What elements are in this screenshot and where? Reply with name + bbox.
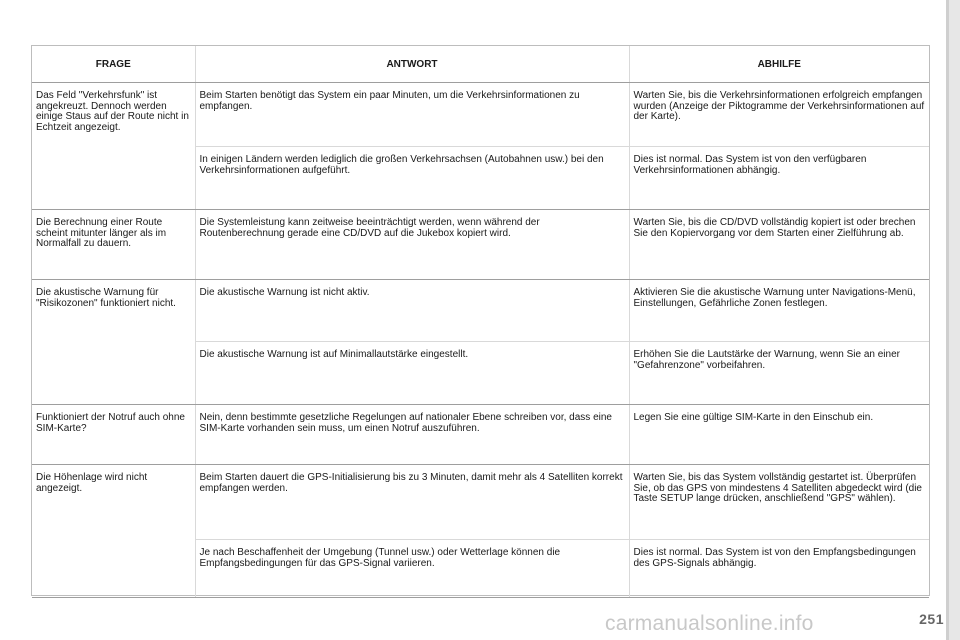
remedy-cell: Warten Sie, bis die CD/DVD vollständig kopiert ist oder brechen Sie den Kopiervorgang vor dem Starten einer Zielführung ab.: [629, 210, 929, 280]
remedy-cell: Dies ist normal. Das System ist von den Empfangsbedingungen des GPS-Signals abhängig.: [629, 540, 929, 598]
remedy-cell: Warten Sie, bis die Verkehrsinformationen erfolgreich empfangen wurden (Anzeige der Piktogramme der Verkehrsinformationen auf der Karte).: [629, 83, 929, 147]
header-antwort: ANTWORT: [195, 46, 629, 83]
answer-cell: Die akustische Warnung ist nicht aktiv.: [195, 280, 629, 342]
remedy-cell: Legen Sie eine gültige SIM-Karte in den Einschub ein.: [629, 405, 929, 465]
question-cell: Funktioniert der Notruf auch ohne SIM-Karte?: [32, 405, 195, 465]
table-row: [32, 210, 929, 280]
answer-cell: In einigen Ländern werden lediglich die großen Verkehrsachsen (Autobahnen usw.) bei den Verkehrsinformationen aufgeführt.: [195, 147, 629, 210]
page-edge-bar: [946, 0, 960, 640]
remedy-cell: Aktivieren Sie die akustische Warnung unter Navigations-Menü, Einstellungen, Gefährliche Zonen festlegen.: [629, 280, 929, 342]
remedy-cell: Erhöhen Sie die Lautstärke der Warnung, wenn Sie an einer "Gefahrenzone" vorbeifahren.: [629, 342, 929, 405]
answer-cell: Die akustische Warnung ist auf Minimallautstärke eingestellt.: [195, 342, 629, 405]
remedy-cell: Warten Sie, bis das System vollständig gestartet ist. Überprüfen Sie, ob das GPS von mindestens 4 Satelliten abgedeckt wird (die Taste SETUP lange drücken, anschließend "GPS" wählen).: [629, 465, 929, 540]
table-header-row: [32, 46, 929, 83]
remedy-cell: Dies ist normal. Das System ist von den verfügbaren Verkehrsinformationen abhängig.: [629, 147, 929, 210]
answer-cell: Die Systemleistung kann zeitweise beeinträchtigt werden, wenn während der Routenberechnung gerade eine CD/DVD auf die Jukebox kopiert wird.: [195, 210, 629, 280]
question-cell: Die Höhenlage wird nicht angezeigt.: [32, 465, 195, 598]
watermark: carmanualsonline.info: [605, 612, 814, 635]
faq-table-frame: [31, 45, 930, 596]
answer-cell: Beim Starten benötigt das System ein paar Minuten, um die Verkehrsinformationen zu empfangen.: [195, 83, 629, 147]
answer-cell: Je nach Beschaffenheit der Umgebung (Tunnel usw.) oder Wetterlage können die Empfangsbedingungen für das GPS-Signal variieren.: [195, 540, 629, 598]
answer-cell: Nein, denn bestimmte gesetzliche Regelungen auf nationaler Ebene schreiben vor, dass eine SIM-Karte vorhanden sein muss, um einen Notruf auszuführen.: [195, 405, 629, 465]
faq-table: [32, 46, 929, 598]
table-row: [32, 280, 929, 342]
table-row: [32, 83, 929, 147]
question-cell: Die Berechnung einer Route scheint mitunter länger als im Normalfall zu dauern.: [32, 210, 195, 280]
header-frage: FRAGE: [32, 46, 195, 83]
page-number: 251: [919, 611, 944, 627]
answer-cell: Beim Starten dauert die GPS-Initialisierung bis zu 3 Minuten, damit mehr als 4 Satelliten korrekt empfangen werden.: [195, 465, 629, 540]
question-cell: Die akustische Warnung für "Risikozonen" funktioniert nicht.: [32, 280, 195, 405]
table-row: [32, 465, 929, 540]
header-abhilfe: ABHILFE: [629, 46, 929, 83]
question-cell: Das Feld "Verkehrsfunk" ist angekreuzt. Dennoch werden einige Staus auf der Route nicht in Echtzeit angezeigt.: [32, 83, 195, 210]
table-row: [32, 405, 929, 465]
